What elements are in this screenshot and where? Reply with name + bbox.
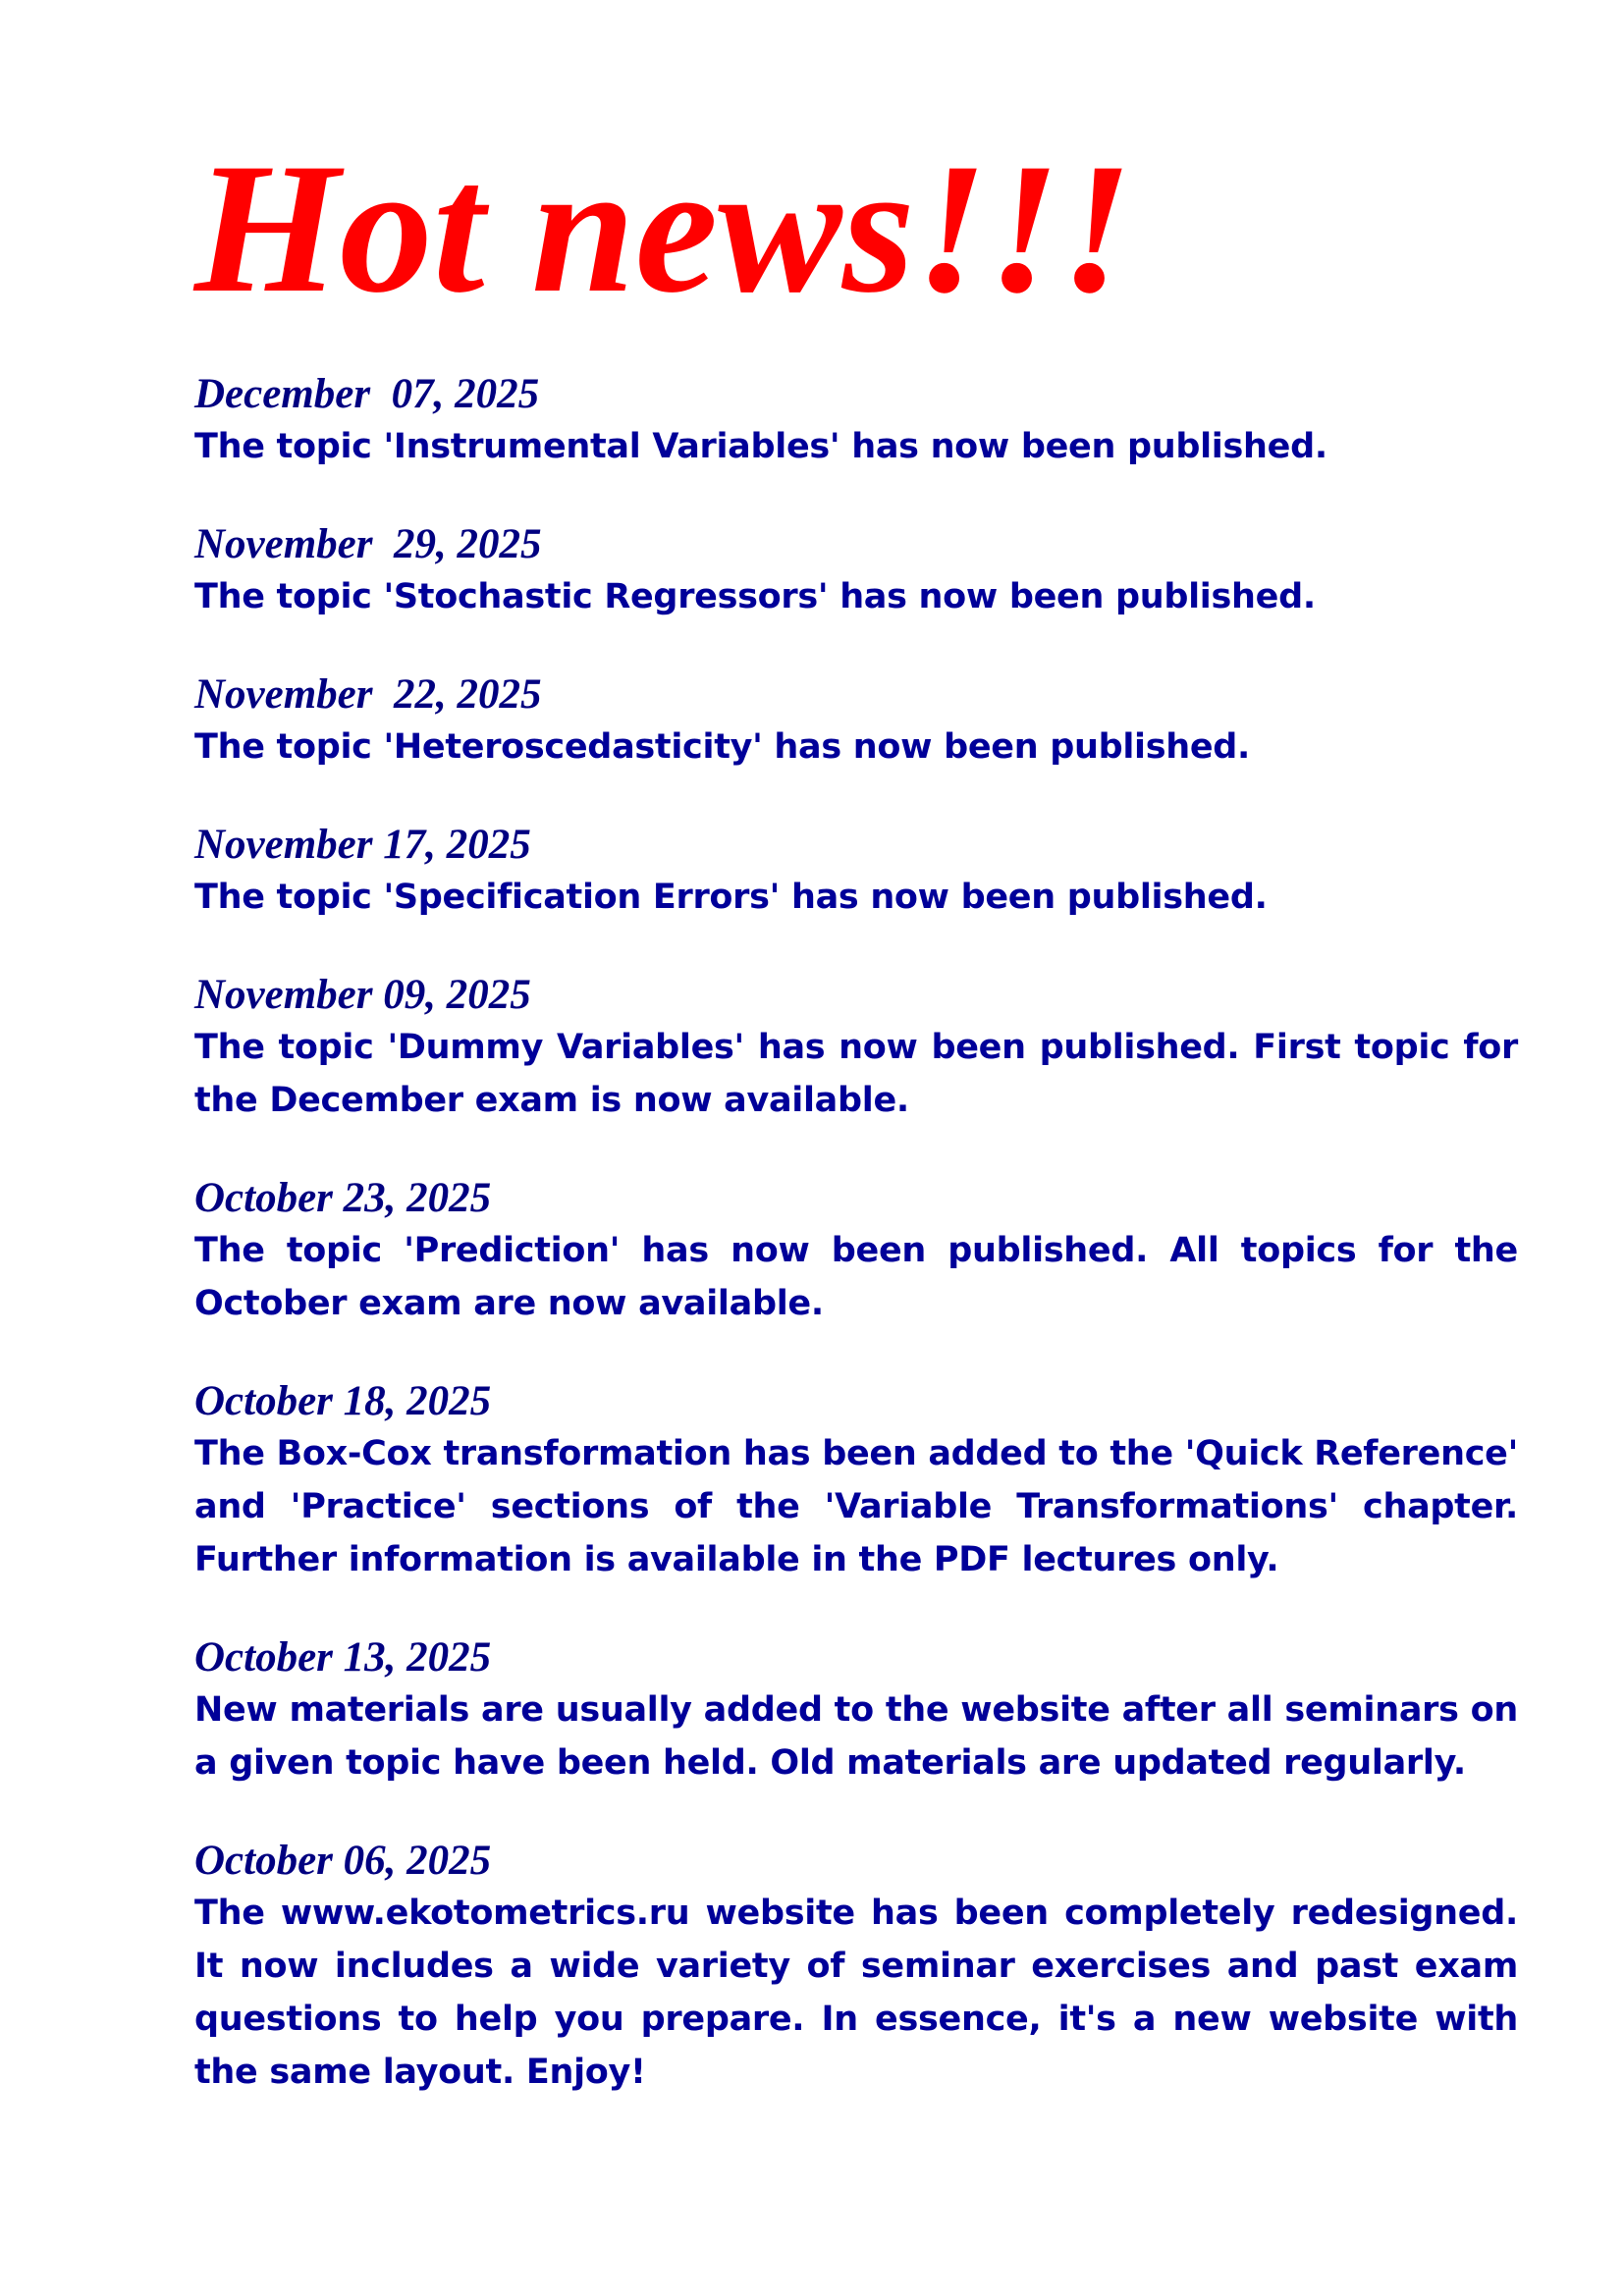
news-date: December 07, 2025 (194, 371, 540, 417)
news-entry (194, 1836, 1518, 2099)
news-date: October 13, 2025 (194, 1634, 492, 1681)
news-entry (194, 1376, 1518, 1586)
news-text: The Box-Cox transformation has been added to the 'Quick Reference' and 'Practice' sections of the 'Variable Transformations' chapter. Further information is available in the PDF lectures only. (194, 1434, 1518, 1579)
news-feed (194, 369, 1518, 2145)
news-entry (194, 369, 1518, 473)
news-text: New materials are usually added to the website after all seminars on a given topic have been held. Old materials are updated regularly. (194, 1690, 1518, 1783)
news-date: November 22, 2025 (194, 671, 542, 718)
news-text: The topic 'Stochastic Regressors' has now been published. (194, 577, 1316, 616)
news-entry (194, 1632, 1518, 1789)
news-entry (194, 820, 1518, 924)
news-text: The topic 'Instrumental Variables' has now been published. (194, 427, 1327, 466)
news-text: The topic 'Heteroscedasticity' has now been published. (194, 727, 1251, 767)
news-text: The topic 'Prediction' has now been published. All topics for the October exam are now available. (194, 1231, 1518, 1323)
news-text: The topic 'Specification Errors' has now been published. (194, 878, 1268, 917)
news-entry (194, 519, 1518, 623)
news-text: The www.ekotometrics.ru website has been completely redesigned. It now includes a wide variety of seminar exercises and past exam questions to help you prepare. In essence, it's a new website with the same layout. Enjoy! (194, 1894, 1518, 2092)
news-entry (194, 1173, 1518, 1330)
news-date: November 29, 2025 (194, 521, 542, 567)
news-date: October 23, 2025 (194, 1175, 492, 1221)
news-entry (194, 970, 1518, 1127)
news-text: The topic 'Dummy Variables' has now been published. First topic for the December exam is now available. (194, 1028, 1518, 1120)
news-date: November 17, 2025 (194, 822, 531, 868)
news-date: October 18, 2025 (194, 1378, 492, 1424)
news-date: October 06, 2025 (194, 1838, 492, 1884)
news-entry (194, 669, 1518, 774)
news-date: November 09, 2025 (194, 972, 531, 1018)
page-title: Hot news!!! (194, 126, 1133, 332)
